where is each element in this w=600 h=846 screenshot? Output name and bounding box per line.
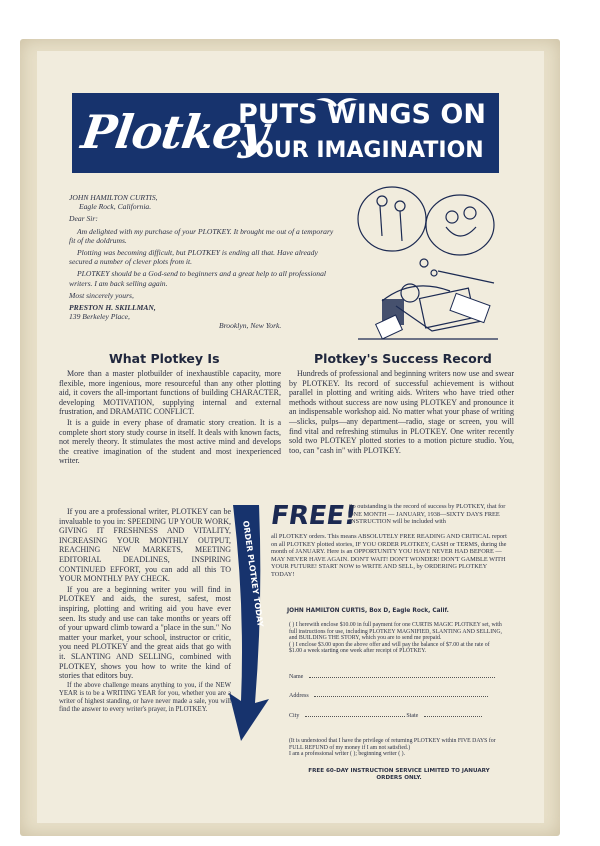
writer-illustration [352, 181, 502, 346]
what-paragraph: It is a guide in every phase of dramatic story creation. It is a complete short story study course in itself. It deals with known facts, not merely theory. It stimulates the most active mind and develops the creative imagination of the student and most inexperienced writer. [59, 417, 281, 466]
arrow-label: ORDER PLOTKEY TODAY [241, 520, 265, 628]
name-label: Name [289, 674, 304, 680]
letter-signer-street: 139 Berkeley Place, [69, 312, 130, 322]
address-field[interactable] [289, 693, 488, 699]
letter-paragraph: Plotting was becoming difficult, but PLOTKEY is ending all that. Have already secured a number of clever plots from it. [69, 248, 318, 267]
order-arrow-icon [219, 503, 277, 743]
success-record-heading: Plotkey's Success Record [314, 351, 492, 366]
state-label: State [406, 713, 419, 719]
headline-banner [72, 93, 499, 173]
letter-addressee-city: Eagle Rock, California. [79, 202, 152, 212]
free-offer-details: all PLOTKEY orders. This means ABSOLUTELY FREE READING AND CRITICAL report on all PLOTKEY plotted stories, IF YOU ORDER PLOTKEY, CASH or TERMS, during the month of JANUARY. Here is an OPPORTUNITY YOU HAVE NEVER HAD BEFORE — MAY NEVER HAVE AGAIN. DON'T WAIT! DON'T WONDER! DON'T GAMBLE WITH YOUR FUTURE! START NOW to WRITE AND SELL, by ORDERING PLOTKEY TODAY! [271, 533, 507, 578]
advertisement-page [37, 51, 544, 823]
success-record-body [289, 369, 514, 456]
order-coupon [289, 622, 504, 655]
writer-type-choice[interactable]: I am a professional writer ( ); beginning writer ( ). [289, 751, 406, 758]
professional-paragraph: If the above challenge means anything to you, if the NEW YEAR is to be a WRITING YEAR for you, whether you are a writer of highest standing, or have never made a sale, you will find the answer to every writer's prayer, in PLOTKEY. [59, 681, 231, 713]
letter-signer-name: PRESTON H. SKILLMAN, [69, 303, 156, 313]
professional-paragraph: If you are a beginning writer you will find in PLOTKEY and aids, the surest, safest, most inspiring, plotting and writing aid you have ever seen. Its study and use can take months or years off of your upward climb toward a "place in the sun." No matter your market, your school, instructor or critic, you need PLOTKEY and the great aids that go with it. SLANTING AND SELLING, combined with PLOTKEY, shows you how to write the kind of stories that editors buy. [59, 584, 231, 681]
plotkey-logo: Plotkey [78, 105, 271, 159]
letter-salutation: Dear Sir: [69, 214, 98, 224]
what-plotkey-is-heading: What Plotkey Is [109, 351, 220, 366]
professional-paragraph: If you are a professional writer, PLOTKEY can be invaluable to you in: SPEEDING UP YOUR WORK, GIVING IT FRESHNESS AND VITALITY, INCREASING YOUR MONTHLY OUTPUT, REACHING NEW MARKETS, MEETING EDITORIAL DEADLINES, INSPIRING CONTINUED EFFORT, you can add all this TO YOUR MONTHLY PAY CHECK. [59, 507, 231, 584]
headline-line1: PUTS WINGS ON [238, 99, 486, 130]
success-paragraph: Hundreds of professional and beginning writers now use and swear by PLOTKEY. Its record of successful achievement is without parallel in plotting and writing aids. Writers who have tried other methods without success are now using PLOTKEY and pronounce it an indispensable workshop aid. No matter what your phase of writing—slicks, pulps—any department—radio, stage or screen, you will find vital and refreshing stimulus in PLOTKEY. One writer recently sold two PLOTKEY plotted stories to a motion picture studio. You, too, can "cash in" with PLOTKEY. [289, 369, 514, 455]
name-field[interactable] [289, 674, 495, 680]
headline-line2: YOUR IMAGINATION [240, 138, 484, 163]
what-paragraph: More than a master plotbuilder of inexhaustible capacity, more flexible, more ingenious, more resourceful than any other plotting aid, it covers the all-important functions of building CHARACTER, developing MOTIVATION, supplying internal and external frustration, and DRAMATIC CONFLICT. [59, 369, 281, 417]
what-plotkey-is-body [59, 369, 281, 467]
coupon-footer-note: FREE 60-DAY INSTRUCTION SERVICE LIMITED TO JANUARY ORDERS ONLY. [308, 768, 490, 781]
address-label: Address [289, 693, 309, 699]
city-label: City [289, 713, 300, 719]
letter-signoff: Most sincerely yours, [69, 290, 134, 300]
refund-guarantee [289, 738, 504, 758]
payment-option-terms[interactable]: ( ) I enclose $3.00 upon the above offer and will pay the balance of $7.00 at the rate of $1.00 a week starting one week after receipt of PLOTKEY. [289, 641, 490, 655]
letter-signer-city: Brooklyn, New York. [219, 321, 282, 331]
letter-addressee-name: JOHN HAMILTON CURTIS, [69, 193, 158, 202]
payment-option-full[interactable]: ( ) I herewith enclose $10.00 in full payment for one CURTIS MAGIC PLOTKEY set, with full instructions for use, including PLOTKEY MAGNIFIED, SLANTING AND SELLING, and BUILDING THE STORY, which you are to send me prepaid. [289, 622, 502, 642]
free-heading: FREE! [268, 501, 359, 531]
free-offer-intro: So outstanding is the record of success by PLOTKEY, that for ONE MONTH — JANUARY, 1938—SIXTY DAYS FREE INSTRUCTION will be included with [349, 503, 506, 525]
coupon-address: JOHN HAMILTON CURTIS, Box D, Eagle Rock, Calif. [287, 608, 449, 614]
city-state-field[interactable] [289, 713, 482, 719]
letter-paragraph: PLOTKEY should be a God-send to beginners and a great help to all professional writers. I am back selling again. [69, 269, 326, 288]
guarantee-text: (It is understood that I have the privilege of returning PLOTKEY within FIVE DAYS for FULL REFUND of my money if I am not satisfied.) [289, 738, 496, 751]
professional-writer-text [59, 507, 231, 715]
testimonial-letter [69, 193, 339, 331]
letter-paragraph: Am delighted with my purchase of your PLOTKEY. It brought me out of a temporary fit of the doldrums. [69, 226, 334, 245]
